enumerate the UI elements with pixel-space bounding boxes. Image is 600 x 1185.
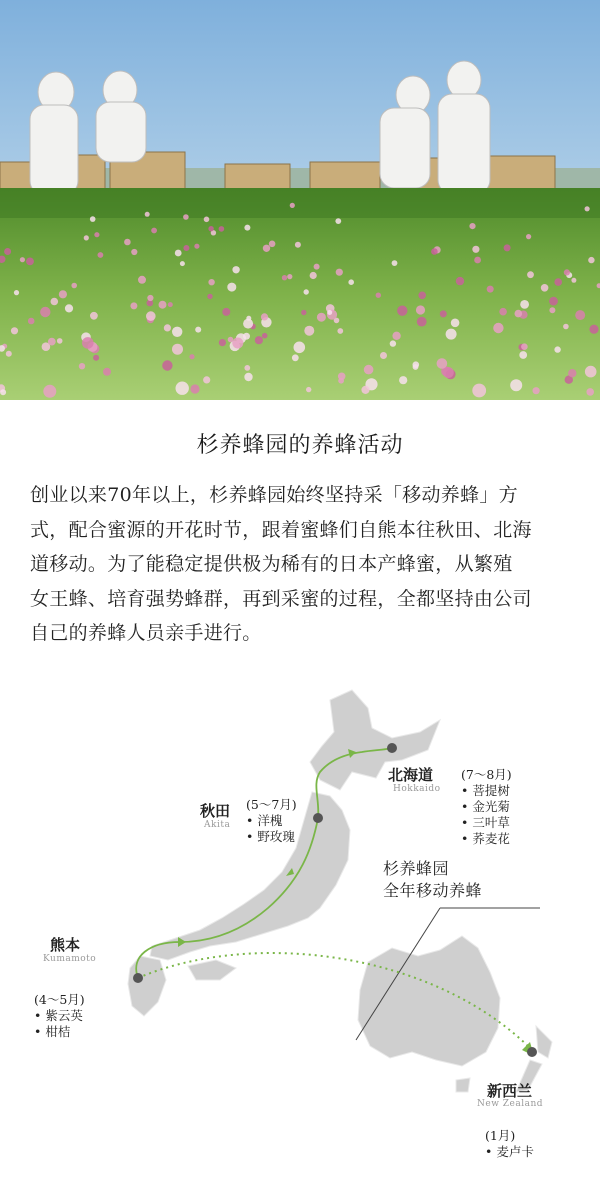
- newzealand-label: 新西兰: [487, 1082, 533, 1100]
- migration-map: [0, 680, 600, 1185]
- flower-item: • 柑桔: [34, 1024, 85, 1040]
- kumamoto-dot: [133, 973, 143, 983]
- flower-item: • 三叶草: [461, 815, 512, 831]
- caption-line: 全年移动养蜂: [383, 881, 483, 900]
- kumamoto-label: 熊本: [50, 936, 81, 954]
- akita-romaji: Akita: [204, 820, 231, 830]
- hokkaido-dot: [387, 743, 397, 753]
- kumamoto-season: [34, 992, 85, 1040]
- flower-item: • 菩提树: [461, 783, 512, 799]
- hokkaido-romaji: Hokkaido: [393, 784, 441, 794]
- flower-item: • 野玫瑰: [246, 829, 297, 845]
- newzealand-romaji: New Zealand: [477, 1099, 544, 1109]
- intro-line: 创业以来70年以上，杉养蜂园始终坚持采「移动养蜂」方: [30, 484, 518, 506]
- intro-paragraph: [30, 478, 575, 651]
- newzealand-period: (1月): [485, 1128, 516, 1143]
- map-caption: [383, 858, 482, 902]
- hokkaido-label: 北海道: [388, 766, 434, 784]
- shikoku-island: [188, 960, 236, 980]
- kumamoto-period: (4～5月): [34, 992, 85, 1007]
- newzealand-dot: [527, 1047, 537, 1057]
- akita-label: 秋田: [200, 802, 231, 820]
- hokkaido-season: [461, 767, 512, 847]
- flower-item: • 金光菊: [461, 799, 512, 815]
- page-title: 杉养蜂园的养蜂活动: [196, 433, 404, 458]
- kumamoto-romaji: Kumamoto: [43, 954, 97, 964]
- flower-item: • 麦卢卡: [485, 1144, 534, 1160]
- hero-photo: [0, 0, 600, 400]
- newzealand-season: [485, 1128, 534, 1160]
- intro-line: 式，配合蜜源的开花时节，跟着蜜蜂们自熊本往秋田、北海: [30, 518, 532, 541]
- intro-line: 女王蜂、培育强势蜂群，再到采蜜的过程，全都坚持由公司: [30, 587, 532, 610]
- kyushu-island: [128, 956, 166, 1016]
- akita-season: [246, 797, 297, 845]
- caption-line: 杉养蜂园: [383, 859, 450, 878]
- hokkaido-period: (7～8月): [461, 767, 512, 782]
- akita-dot: [313, 813, 323, 823]
- flower-item: • 洋槐: [246, 813, 297, 829]
- intro-line: 道移动。为了能稳定提供极为稀有的日本产蜂蜜，从繁殖: [30, 553, 513, 575]
- australia-landmass: [358, 936, 500, 1066]
- intro-line: 自己的养蜂人员亲手进行。: [30, 622, 262, 644]
- akita-period: (5～7月): [246, 797, 297, 812]
- flower-item: • 荞麦花: [461, 831, 512, 847]
- flower-item: • 紫云英: [34, 1008, 85, 1024]
